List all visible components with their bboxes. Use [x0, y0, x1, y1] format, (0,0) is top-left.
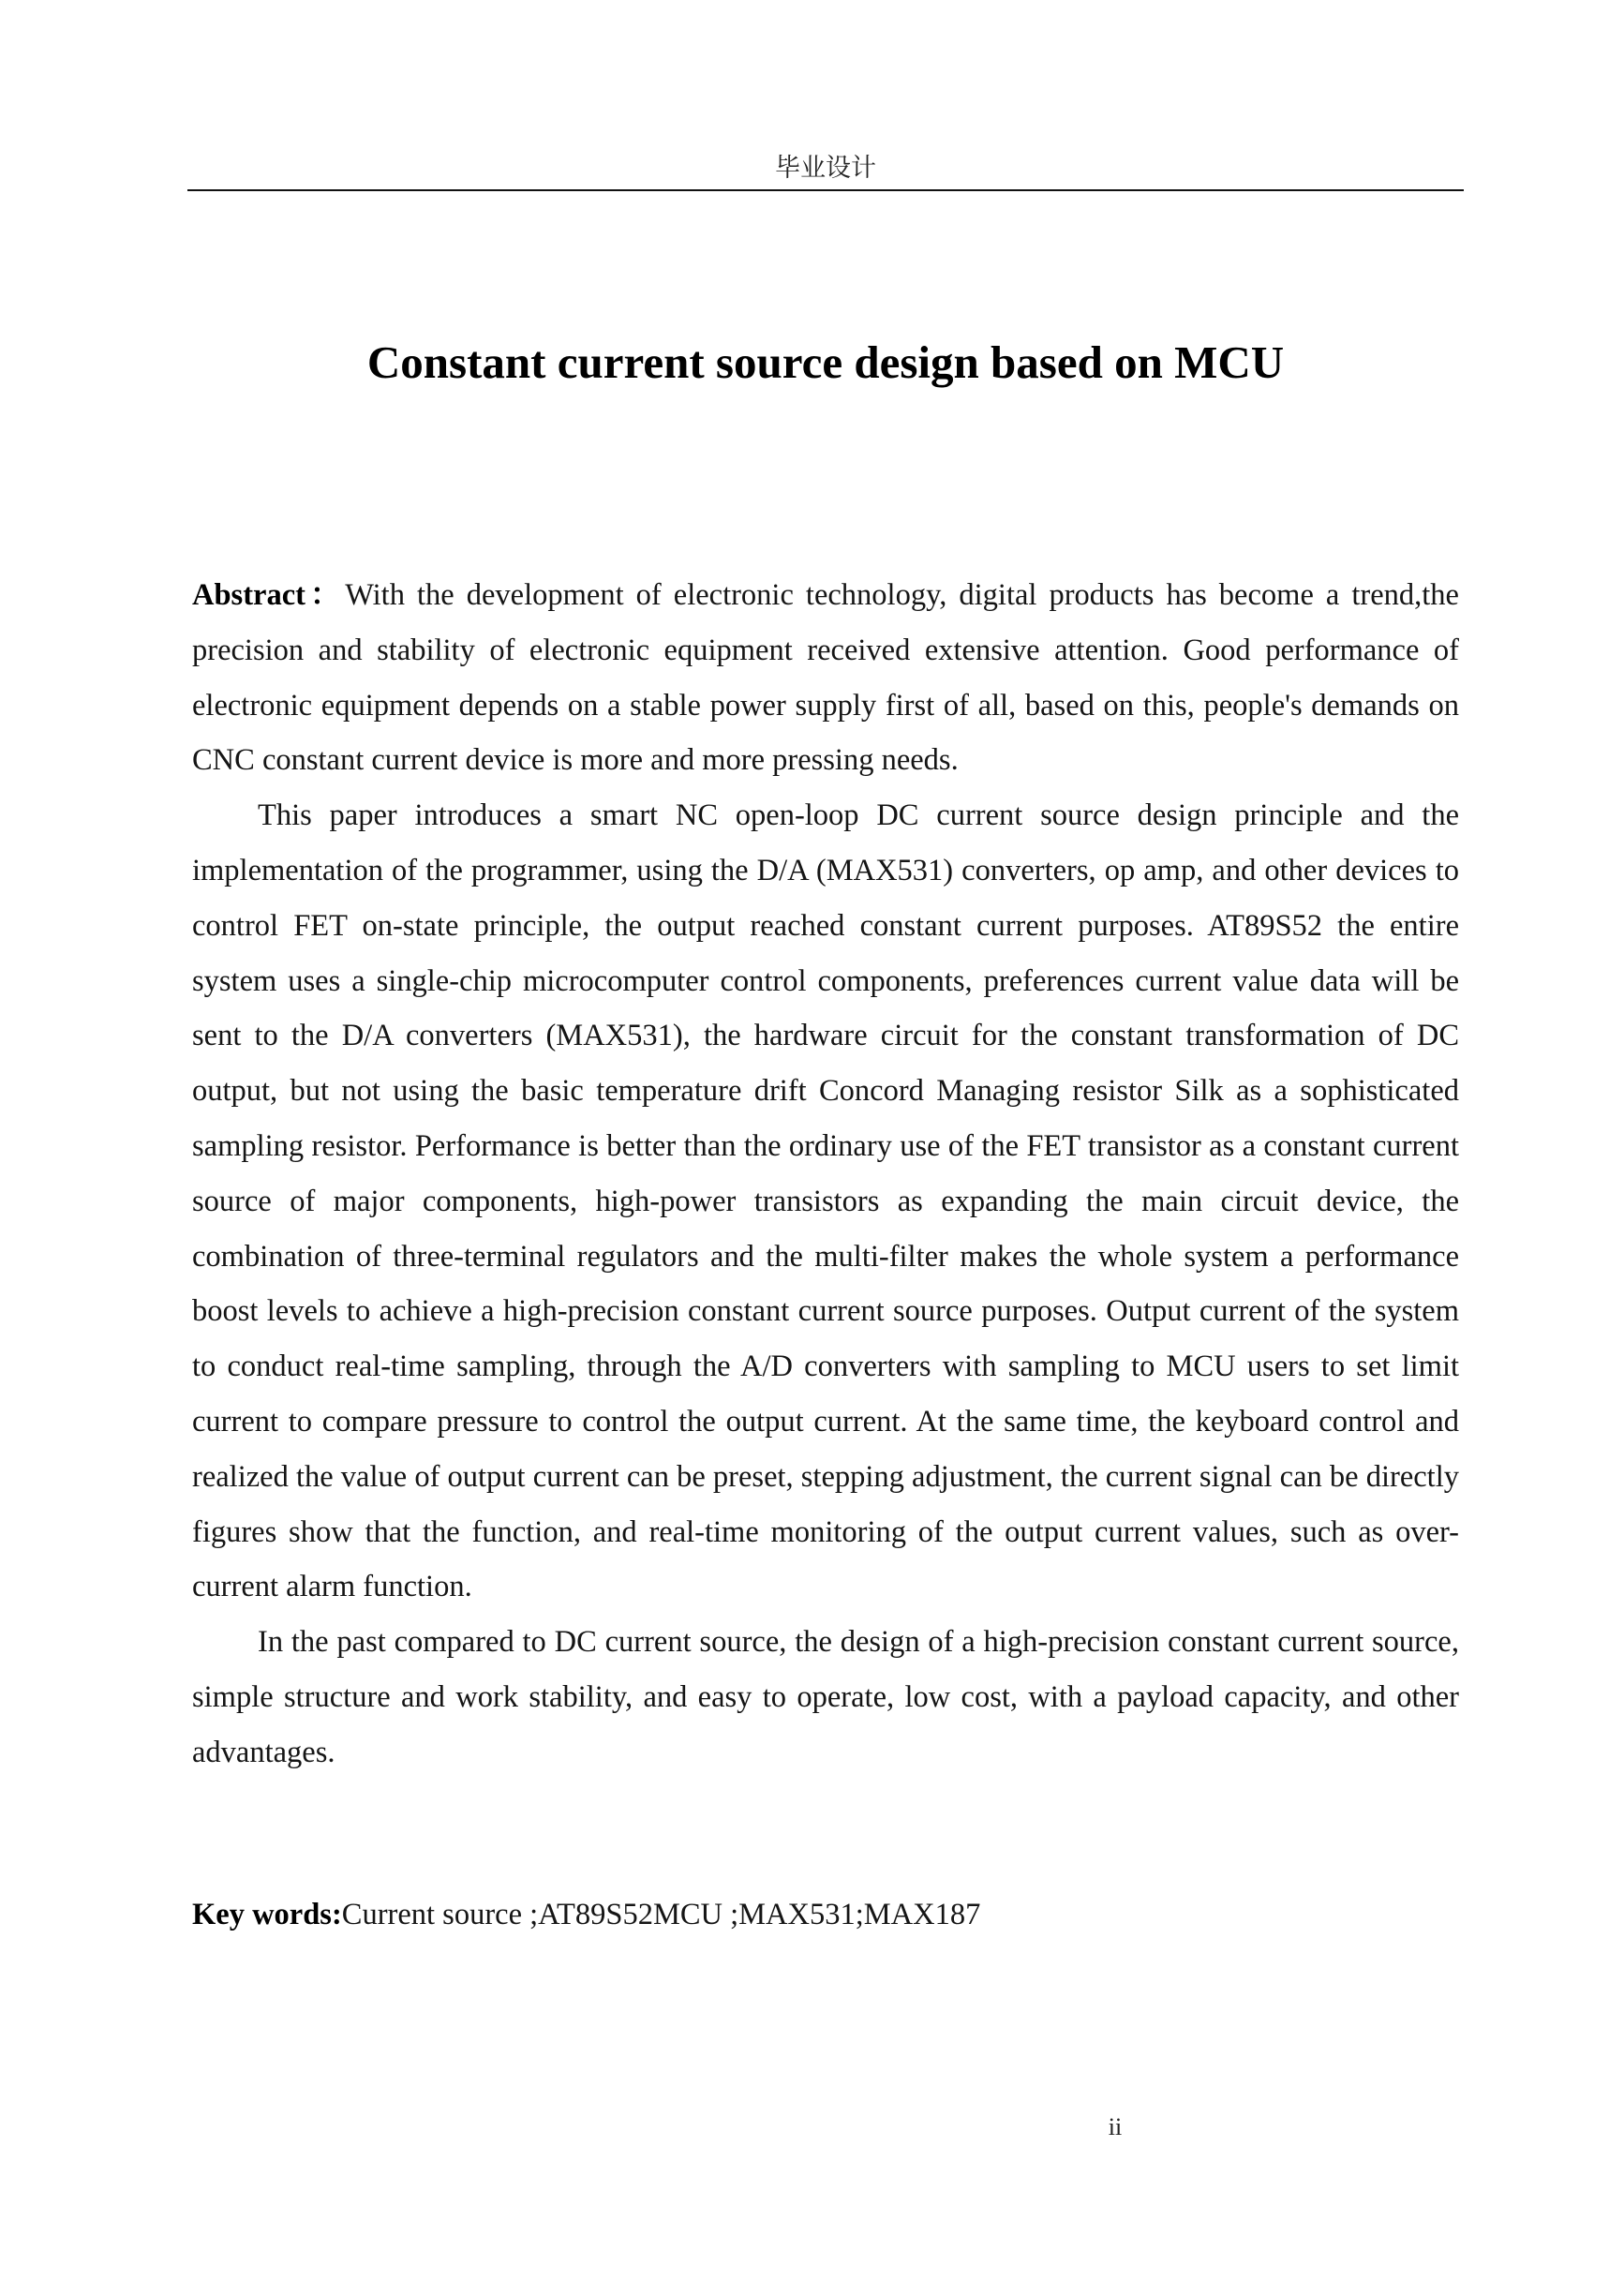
document-title: Constant current source design based on MCU	[366, 336, 1285, 388]
abstract-section	[192, 568, 1459, 1781]
abstract-paragraph-3: In the past compared to DC current source, the design of a high-precision constant current source, simple structure and work stability, and easy to operate, low cost, with a payload capacity, and other advantages.	[192, 1625, 1459, 1769]
keywords-text: Current source ;AT89S52MCU ;MAX531;MAX187	[341, 1898, 981, 1931]
abstract-paragraph-2: This paper introduces a smart NC open-loop DC current source design principle and the implementation of the programmer, using the D/A (MAX531) converters, op amp, and other devices to control FET on-state principle, the output reached constant current purposes. AT89S52 the entire system uses a single-chip microcomputer control components, preferences current value data will be sent to the D/A converters (MAX531), the hardware circuit for the constant transformation of DC output, but not using the basic temperature drift Concord Managing resistor Silk as a sophisticated sampling resistor. Performance is better than the ordinary use of the FET transistor as a constant current source of major components, high-power transistors as expanding the main circuit device, the combination of three-terminal regulators and the multi-filter makes the whole system a performance boost levels to achieve a high-precision constant current source purposes. Output current of the system to conduct real-time sampling, through the A/D converters with sampling to MCU users to set limit current to compare pressure to control the output current. At the same time, the keyboard control and realized the value of output current can be preset, stepping adjustment, the current signal can be directly figures show that the function, and real-time monitoring of the output current values, such as over-current alarm function.	[192, 798, 1459, 1604]
header-rule	[187, 189, 1464, 191]
abstract-paragraph-1	[192, 568, 1459, 788]
abstract-label: Abstract：	[192, 578, 346, 612]
keywords-label: Key words:	[192, 1898, 342, 1931]
running-header: 毕业设计	[775, 154, 876, 183]
keywords-line	[192, 1891, 1459, 1938]
page-number: ii	[1108, 2113, 1123, 2140]
abstract-paragraph-1-text: With the development of electronic technology, digital products has become a trend,the precision and stability of electronic equipment received extensive attention. Good performance of electronic equipment depends on a stable power supply first of all, based on this, people's demands on CNC constant current device is more and more pressing needs.	[192, 578, 1459, 778]
